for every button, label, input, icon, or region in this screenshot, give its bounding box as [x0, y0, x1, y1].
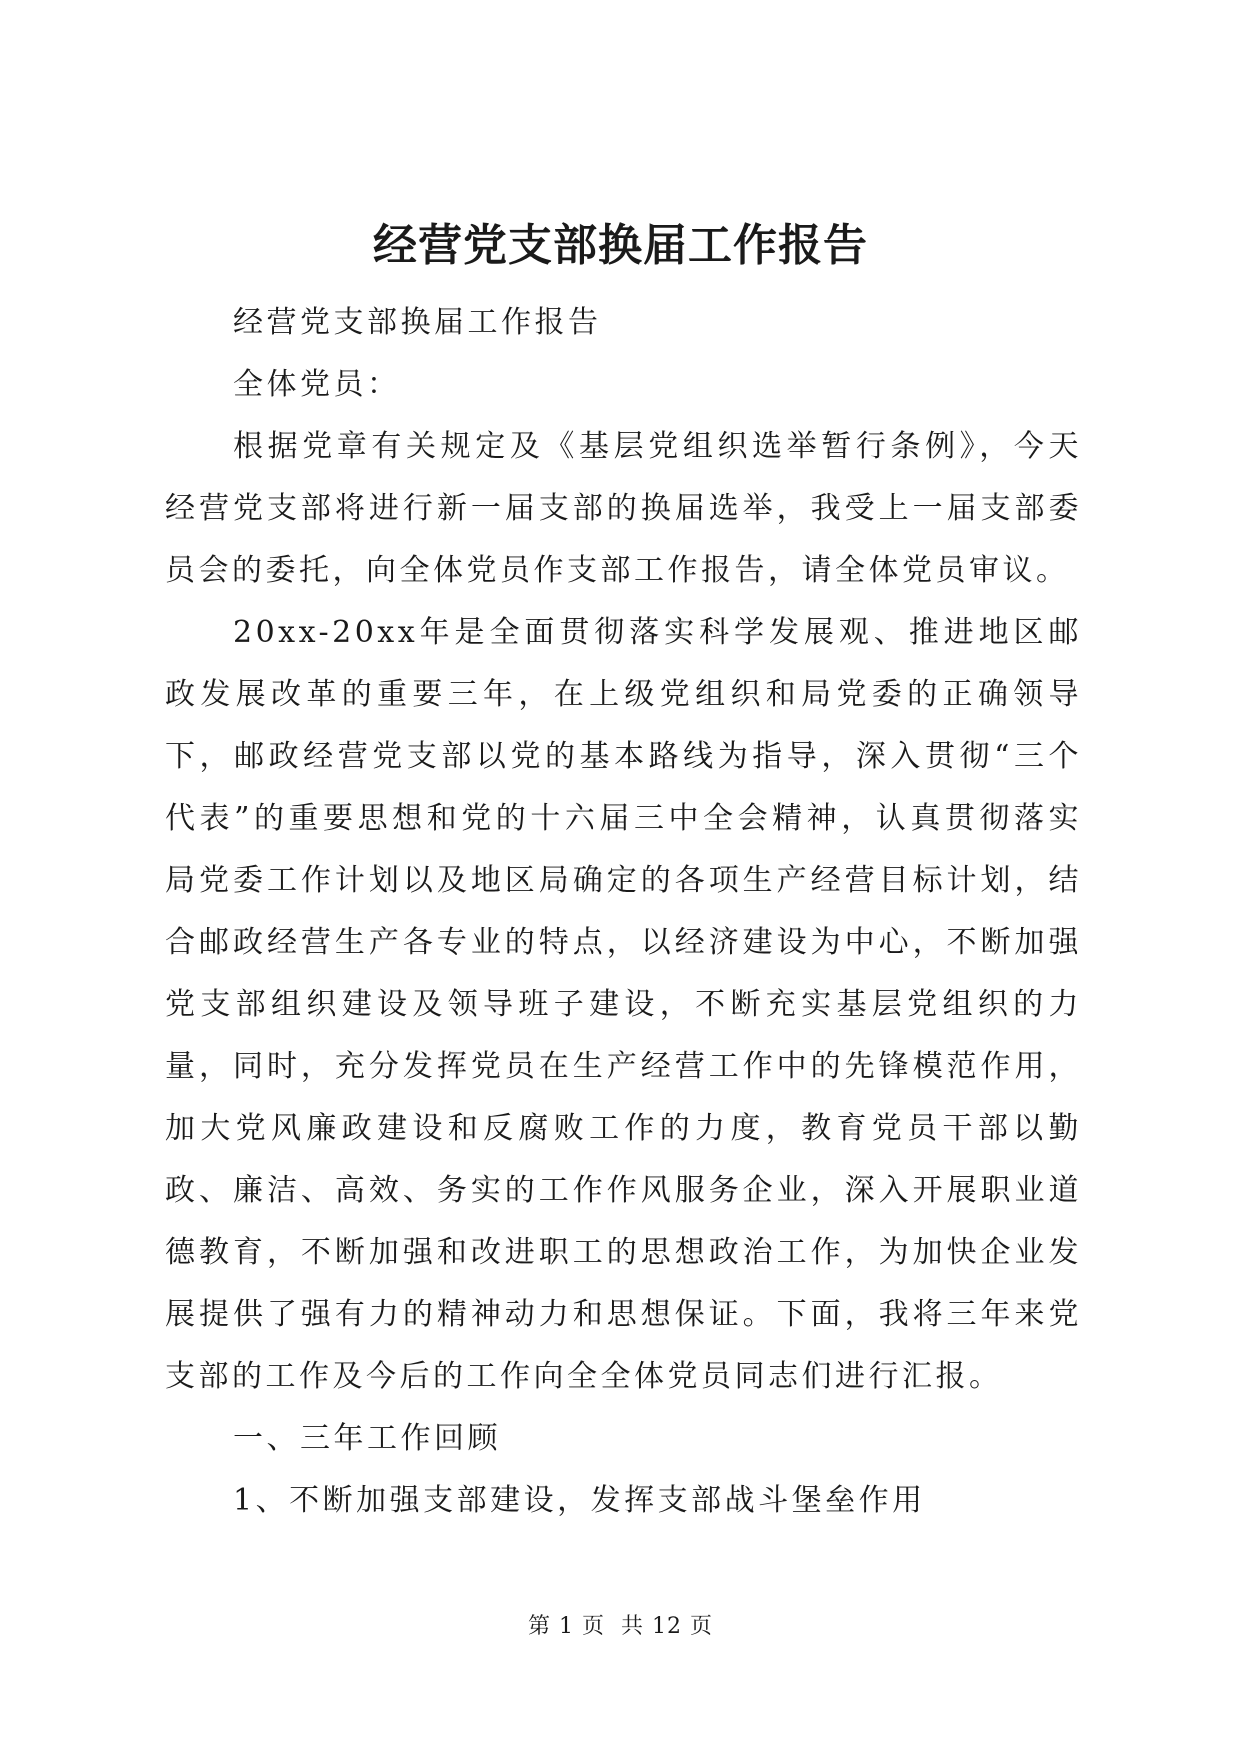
- document-title: 经营党支部换届工作报告: [373, 220, 868, 271]
- page-footer: [0, 1612, 1241, 1642]
- salutation-paragraph: 全体党员：: [233, 367, 401, 402]
- document-body: [165, 292, 1082, 1532]
- summary-paragraph: 20xx-20xx年是全面贯彻落实科学发展观、推进地区邮政发展改革的重要三年，在上级党组织和局党委的正确领导下，邮政经营党支部以党的基本路线为指导，深入贯彻“三个代表”的重要思想和党的十六届三中全会精神，认真贯彻落实局党委工作计划以及地区局确定的各项生产经营目标计划，结合邮政经营生产各专业的特点，以经济建设为中心，不断加强党支部组织建设及领导班子建设，不断充实基层党组织的力量，同时，充分发挥党员在生产经营工作中的先锋模范作用，加大党风廉政建设和反腐败工作的力度，教育党员干部以勤政、廉洁、高效、务实的工作作风服务企业，深入开展职业道德教育，不断加强和改进职工的思想政治工作，为加快企业发展提供了强有力的精神动力和思想保证。下面，我将三年来党支部的工作及今后的工作向全全体党员同志们进行汇报。: [165, 615, 1082, 1394]
- section-heading: 一、三年工作回顾: [233, 1421, 501, 1456]
- intro-paragraph: 根据党章有关规定及《基层党组织选举暂行条例》，今天经营党支部将进行新一届支部的换届选举，我受上一届支部委员会的委托，向全体党员作支部工作报告，请全体党员审议。: [165, 429, 1082, 588]
- page-number-label: 第 1 页 共 12 页: [528, 1614, 713, 1639]
- subsection-heading: 1、不断加强支部建设，发挥支部战斗堡垒作用: [233, 1483, 926, 1518]
- subtitle-paragraph: 经营党支部换届工作报告: [233, 305, 602, 340]
